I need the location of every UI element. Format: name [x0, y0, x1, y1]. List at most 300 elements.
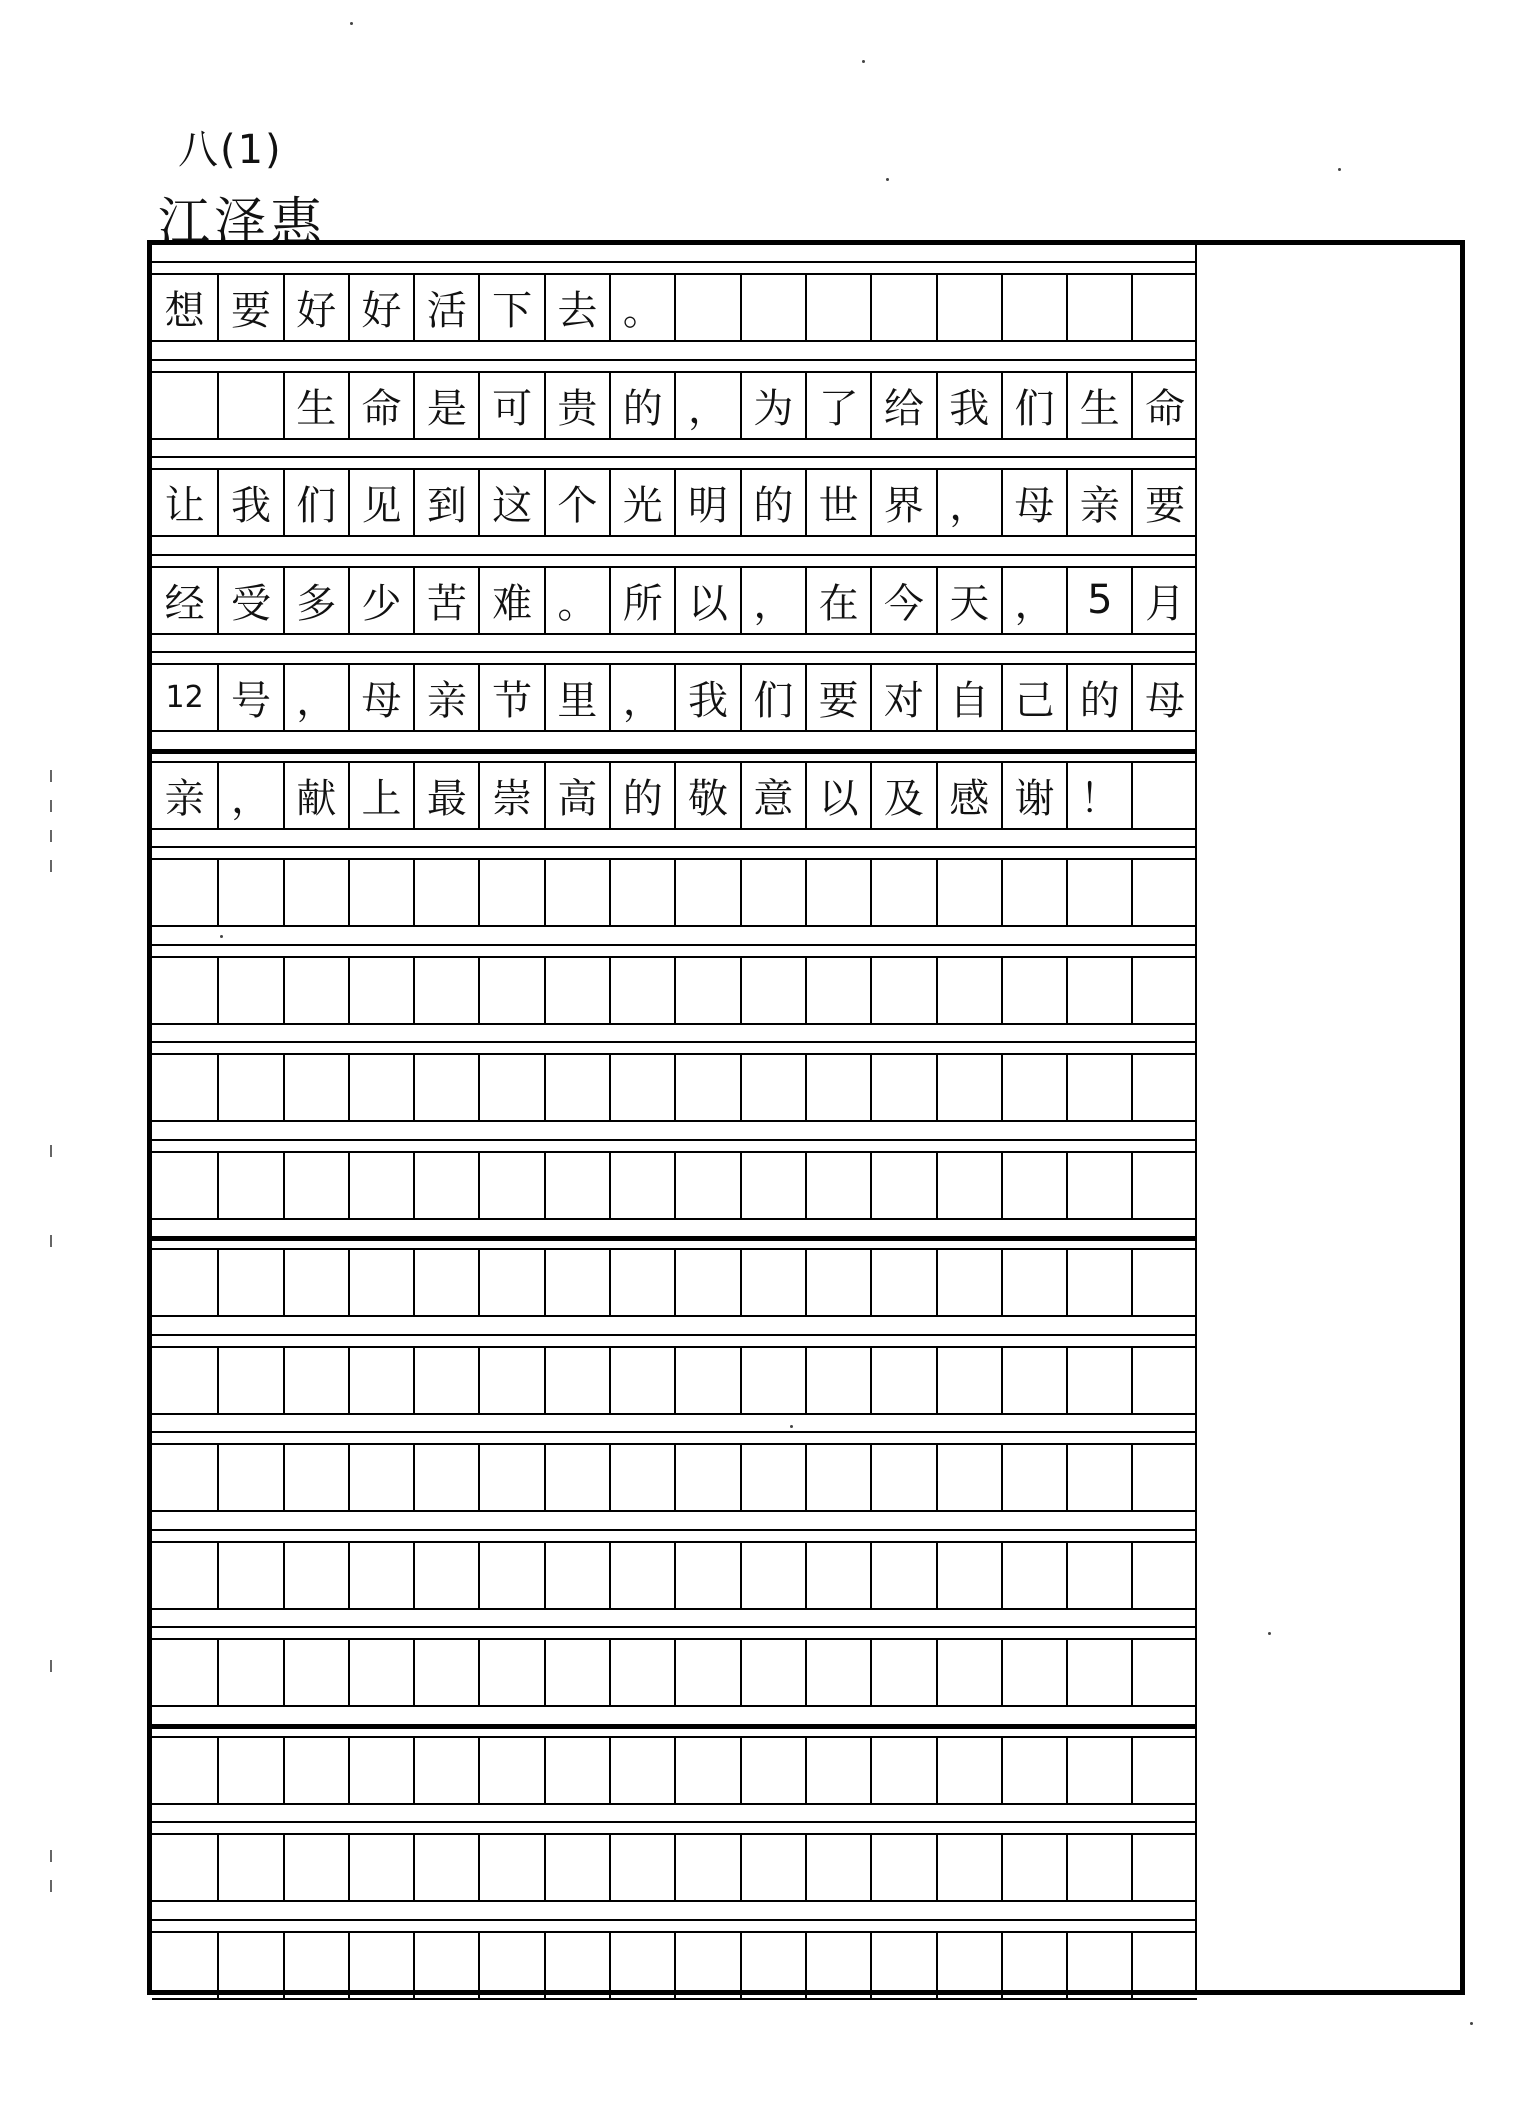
grid-cell: 母 [348, 665, 413, 730]
grid-cell [805, 860, 870, 925]
grid-cell [805, 1348, 870, 1413]
grid-cell [609, 1835, 674, 1900]
grid-cell [740, 958, 805, 1023]
grid-cell [348, 1153, 413, 1218]
grid-cell: 我 [217, 470, 282, 535]
grid-cell [870, 1153, 935, 1218]
grid-cell [152, 1640, 217, 1705]
grid-cell [1001, 1640, 1066, 1705]
grid-cell [805, 1153, 870, 1218]
grid-cell: 里 [544, 665, 609, 730]
grid-cell: 及 [870, 763, 935, 828]
grid-cell [217, 1738, 282, 1803]
grid-cell [217, 1250, 282, 1315]
grid-row [152, 1250, 1197, 1315]
grid-cell: 月 [1131, 568, 1196, 633]
grid-cell [544, 1738, 609, 1803]
grid-cell [870, 1543, 935, 1608]
scan-tick [50, 1660, 52, 1672]
grid-cell: 所 [609, 568, 674, 633]
grid-cell [283, 1640, 348, 1705]
grid-row [152, 1543, 1197, 1608]
grid-cell [805, 1055, 870, 1120]
grid-cell [413, 1250, 478, 1315]
grid-cell [936, 958, 1001, 1023]
grid-cell [544, 1153, 609, 1218]
grid-row [152, 1640, 1197, 1705]
grid-line [152, 925, 1197, 927]
grid-cell [609, 860, 674, 925]
grid-cell: 下 [478, 275, 543, 340]
grid-cell [1066, 958, 1131, 1023]
grid-cell: 这 [478, 470, 543, 535]
grid-cell: 亲 [413, 665, 478, 730]
grid-cell: 的 [609, 763, 674, 828]
grid-cell: 上 [348, 763, 413, 828]
grid-cell [1001, 1250, 1066, 1315]
grid-cell [936, 860, 1001, 925]
grid-cell [544, 1348, 609, 1413]
grid-line [152, 1315, 1197, 1317]
grid-line [152, 846, 1197, 848]
grid-cell [609, 1153, 674, 1218]
grid-cell: 今 [870, 568, 935, 633]
grid-line [152, 1120, 1197, 1122]
grid-cell [478, 1543, 543, 1608]
grid-row [152, 1348, 1197, 1413]
grid-cell [609, 1543, 674, 1608]
grid-cell [348, 1250, 413, 1315]
grid-row [152, 275, 1197, 340]
grid-cell: 去 [544, 275, 609, 340]
grid-cell [152, 1445, 217, 1510]
grid-cell [413, 1348, 478, 1413]
grid-cell [283, 1445, 348, 1510]
grid-row [152, 1933, 1197, 1998]
grid-cell [609, 1250, 674, 1315]
grid-cell [740, 1640, 805, 1705]
grid-cell [152, 1543, 217, 1608]
grid-cell [674, 1055, 739, 1120]
grid-cell: 高 [544, 763, 609, 828]
grid-cell [936, 1738, 1001, 1803]
grid-cell [283, 1055, 348, 1120]
grid-cell [283, 1835, 348, 1900]
grid-cell [609, 1738, 674, 1803]
grid-cell [1131, 860, 1196, 925]
grid-cell [478, 1153, 543, 1218]
grid-cell [544, 1445, 609, 1510]
grid-cell [674, 1933, 739, 1998]
grid-cell [413, 1640, 478, 1705]
grid-cell [870, 275, 935, 340]
grid-cell [478, 1933, 543, 1998]
grid-cell [348, 1640, 413, 1705]
grid-cell [478, 1250, 543, 1315]
grid-cell: ！ [1066, 763, 1131, 828]
grid-cell [1001, 860, 1066, 925]
grid-cell [805, 1835, 870, 1900]
grid-cell [1131, 1055, 1196, 1120]
scan-speck [1268, 1632, 1271, 1635]
grid-cell [870, 1445, 935, 1510]
grid-line [152, 1041, 1197, 1043]
grid-cell [217, 1543, 282, 1608]
grid-cell [1131, 275, 1196, 340]
grid-row [152, 470, 1197, 535]
grid-cell [348, 1738, 413, 1803]
grid-cell: 。 [609, 275, 674, 340]
grid-cell [152, 1835, 217, 1900]
grid-cell [283, 1153, 348, 1218]
grid-cell [283, 1250, 348, 1315]
grid-cell [478, 1348, 543, 1413]
grid-line [152, 438, 1197, 440]
grid-cell [217, 1640, 282, 1705]
grid-line [152, 749, 1197, 754]
grid-cell [413, 1543, 478, 1608]
grid-cell: 在 [805, 568, 870, 633]
grid-cell: 少 [348, 568, 413, 633]
scan-tick [50, 1880, 52, 1892]
grid-row [152, 860, 1197, 925]
grid-cell [1131, 1835, 1196, 1900]
grid-line [152, 730, 1197, 732]
grid-cell [805, 1250, 870, 1315]
grid-cell [1131, 1445, 1196, 1510]
grid-cell: 贵 [544, 373, 609, 438]
grid-cell [805, 1445, 870, 1510]
grid-cell [1131, 1738, 1196, 1803]
grid-cell [1066, 1055, 1131, 1120]
class-label: 八(1) [178, 127, 283, 173]
grid-cell [478, 958, 543, 1023]
grid-cell: 经 [164, 580, 205, 627]
grid-cell [740, 1738, 805, 1803]
grid-cell [1131, 1933, 1196, 1998]
grid-cell [870, 1055, 935, 1120]
grid-cell [413, 1445, 478, 1510]
grid-cell: 我 [936, 373, 1001, 438]
grid-cell: 光 [609, 470, 674, 535]
grid-cell [609, 1640, 674, 1705]
grid-cell [805, 1738, 870, 1803]
grid-cell: 感 [936, 763, 1001, 828]
grid-cell [478, 1835, 543, 1900]
grid-cell [217, 1933, 282, 1998]
grid-cell: 自 [936, 665, 1001, 730]
grid-cell: 为 [740, 373, 805, 438]
grid-cell: 对 [870, 665, 935, 730]
grid-cell [1131, 1543, 1196, 1608]
grid-cell [674, 1348, 739, 1413]
grid-cell [478, 860, 543, 925]
grid-cell: ， [217, 763, 282, 828]
grid-cell [870, 1738, 935, 1803]
grid-cell: ， [1001, 568, 1066, 633]
grid-cell [152, 1250, 217, 1315]
grid-cell [152, 1153, 217, 1218]
grid-cell [870, 1835, 935, 1900]
grid-cell [544, 1933, 609, 1998]
grid-cell [609, 1348, 674, 1413]
grid-cell [544, 1543, 609, 1608]
grid-cell: 节 [478, 665, 543, 730]
grid-cell: 亲 [164, 775, 205, 822]
grid-cell [152, 1933, 217, 1998]
scan-tick [50, 830, 52, 842]
grid-cell [478, 1445, 543, 1510]
grid-line [152, 1998, 1197, 2000]
grid-line [152, 1023, 1197, 1025]
grid-cell [674, 860, 739, 925]
grid-line [152, 261, 1197, 263]
grid-cell: 命 [348, 373, 413, 438]
grid-cell [413, 1933, 478, 1998]
grid-cell [348, 1055, 413, 1120]
scan-speck [1338, 168, 1341, 171]
grid-cell: 好 [283, 275, 348, 340]
grid-cell: ， [674, 373, 739, 438]
grid-cell [740, 1153, 805, 1218]
grid-cell: 最 [413, 763, 478, 828]
grid-cell [152, 1738, 217, 1803]
grid-cell [936, 1445, 1001, 1510]
grid-cell [805, 958, 870, 1023]
grid-line [152, 554, 1197, 556]
grid-cell: 敬 [674, 763, 739, 828]
grid-cell: 想 [164, 288, 205, 334]
grid-cell [348, 860, 413, 925]
grid-cell: 12 [165, 680, 204, 715]
grid-cell: 给 [870, 373, 935, 438]
grid-cell: 个 [544, 470, 609, 535]
grid-cell: 见 [348, 470, 413, 535]
grid-cell [805, 1640, 870, 1705]
grid-cell [1066, 1250, 1131, 1315]
grid-cell [805, 1933, 870, 1998]
grid-cell [152, 373, 217, 438]
grid-cell [740, 1348, 805, 1413]
grid-cell: ， [283, 665, 348, 730]
grid-line [152, 1413, 1197, 1415]
grid-cell [1001, 1445, 1066, 1510]
grid-cell: 意 [740, 763, 805, 828]
grid-line [152, 340, 1197, 342]
grid-cell: 的 [1066, 665, 1131, 730]
grid-cell [413, 1055, 478, 1120]
scan-tick [50, 1145, 52, 1157]
grid-cell: 要 [217, 275, 282, 340]
grid-cell: 生 [283, 373, 348, 438]
grid-cell [870, 1348, 935, 1413]
grid-cell [478, 1055, 543, 1120]
grid-line [152, 1900, 1197, 1902]
grid-cell [1066, 1933, 1131, 1998]
grid-cell: 活 [413, 275, 478, 340]
grid-cell [870, 1640, 935, 1705]
grid-cell: 苦 [413, 568, 478, 633]
grid-cell [348, 1348, 413, 1413]
grid-cell [348, 1543, 413, 1608]
grid-cell: 母 [1001, 470, 1066, 535]
scan-speck [1470, 2022, 1473, 2025]
grid-cell [1001, 1055, 1066, 1120]
grid-line [152, 1510, 1197, 1512]
grid-cell [283, 958, 348, 1023]
grid-cell [1001, 958, 1066, 1023]
grid-line [152, 1236, 1197, 1241]
grid-row [152, 1445, 1197, 1510]
grid-cell [740, 1933, 805, 1998]
grid-cell [413, 1835, 478, 1900]
grid-cell [609, 958, 674, 1023]
grid-cell: 。 [544, 568, 609, 633]
grid-cell [283, 1348, 348, 1413]
grid-cell [936, 1933, 1001, 1998]
grid-row [152, 1738, 1197, 1803]
grid-cell: 难 [478, 568, 543, 633]
grid-cell: 以 [805, 763, 870, 828]
grid-cell: 界 [870, 470, 935, 535]
grid-cell [283, 1933, 348, 1998]
grid-cell: 好 [348, 275, 413, 340]
grid-cell: 到 [413, 470, 478, 535]
student-name: 江泽惠 [158, 193, 327, 253]
grid-cell [1131, 958, 1196, 1023]
grid-cell [1001, 1348, 1066, 1413]
grid-cell [478, 1640, 543, 1705]
grid-line [152, 1139, 1197, 1141]
grid-cell [1001, 1835, 1066, 1900]
grid-cell [1131, 1250, 1196, 1315]
grid-cell [152, 860, 217, 925]
grid-cell [544, 958, 609, 1023]
grid-cell [609, 1933, 674, 1998]
grid-cell [1066, 1835, 1131, 1900]
grid-cell [936, 275, 1001, 340]
grid-cell: 要 [805, 665, 870, 730]
grid-cell: 己 [1001, 665, 1066, 730]
grid-cell [217, 1835, 282, 1900]
grid-cell [609, 1055, 674, 1120]
grid-cell: 献 [283, 763, 348, 828]
grid-cell [674, 958, 739, 1023]
grid-cell: 们 [1001, 373, 1066, 438]
grid-line [152, 828, 1197, 830]
scan-tick [50, 1850, 52, 1862]
grid-cell [674, 1543, 739, 1608]
grid-cell [805, 1543, 870, 1608]
grid-cell [1066, 1445, 1131, 1510]
grid-cell [217, 1055, 282, 1120]
grid-line [152, 1608, 1197, 1610]
grid-cell [870, 1933, 935, 1998]
scan-speck [886, 178, 889, 181]
grid-cell [544, 1835, 609, 1900]
grid-cell [936, 1153, 1001, 1218]
grid-cell: 的 [609, 373, 674, 438]
grid-cell [740, 860, 805, 925]
grid-cell: 命 [1131, 373, 1196, 438]
grid-cell [674, 1250, 739, 1315]
grid-line [152, 651, 1197, 653]
grid-cell [217, 373, 282, 438]
grid-cell [1131, 763, 1196, 828]
grid-line [152, 1431, 1197, 1433]
grid-cell [674, 1445, 739, 1510]
grid-cell [348, 1933, 413, 1998]
grid-cell: 崇 [478, 763, 543, 828]
grid-row [152, 373, 1197, 438]
grid-line [152, 1803, 1197, 1805]
grid-cell [217, 1348, 282, 1413]
grid-row [152, 568, 1197, 633]
grid-cell [609, 1445, 674, 1510]
grid-cell [283, 1543, 348, 1608]
grid-line [152, 535, 1197, 537]
grid-cell [348, 1445, 413, 1510]
grid-cell [740, 1250, 805, 1315]
grid-cell: 世 [805, 470, 870, 535]
grid-cell [1066, 1543, 1131, 1608]
grid-cell [217, 1445, 282, 1510]
grid-cell [1001, 1153, 1066, 1218]
grid-cell [740, 1835, 805, 1900]
grid-line [152, 1821, 1197, 1823]
grid-cell [674, 1153, 739, 1218]
grid-cell [936, 1348, 1001, 1413]
scan-speck [350, 22, 353, 25]
grid-cell [413, 1738, 478, 1803]
grid-cell: 了 [805, 373, 870, 438]
grid-cell: 受 [217, 568, 282, 633]
grid-cell: 的 [740, 470, 805, 535]
grid-cell [413, 1153, 478, 1218]
scan-speck [220, 935, 223, 938]
grid-cell [1066, 275, 1131, 340]
grid-cell [1066, 1153, 1131, 1218]
grid-cell [936, 1835, 1001, 1900]
scan-tick [50, 860, 52, 872]
grid-cell: 号 [217, 665, 282, 730]
grid-cell: 母 [1131, 665, 1196, 730]
scan-speck [862, 60, 865, 63]
grid-cell [674, 1738, 739, 1803]
grid-cell [478, 1738, 543, 1803]
grid-cell [740, 1543, 805, 1608]
composition-sheet [147, 240, 1465, 1995]
grid-cell [740, 1445, 805, 1510]
grid-cell: 是 [413, 373, 478, 438]
grid-cell: 可 [478, 373, 543, 438]
scan-speck [790, 1425, 793, 1428]
grid-cell: 亲 [1066, 470, 1131, 535]
grid-line [152, 1626, 1197, 1628]
writing-grid [152, 245, 1197, 1990]
grid-cell [1001, 1933, 1066, 1998]
grid-cell [544, 1055, 609, 1120]
grid-line [152, 359, 1197, 361]
grid-cell [544, 1640, 609, 1705]
scan-tick [50, 1235, 52, 1247]
grid-cell [1001, 275, 1066, 340]
grid-cell [740, 275, 805, 340]
grid-cell [413, 958, 478, 1023]
grid-cell: 多 [283, 568, 348, 633]
grid-cell [1066, 1348, 1131, 1413]
grid-row [152, 1055, 1197, 1120]
